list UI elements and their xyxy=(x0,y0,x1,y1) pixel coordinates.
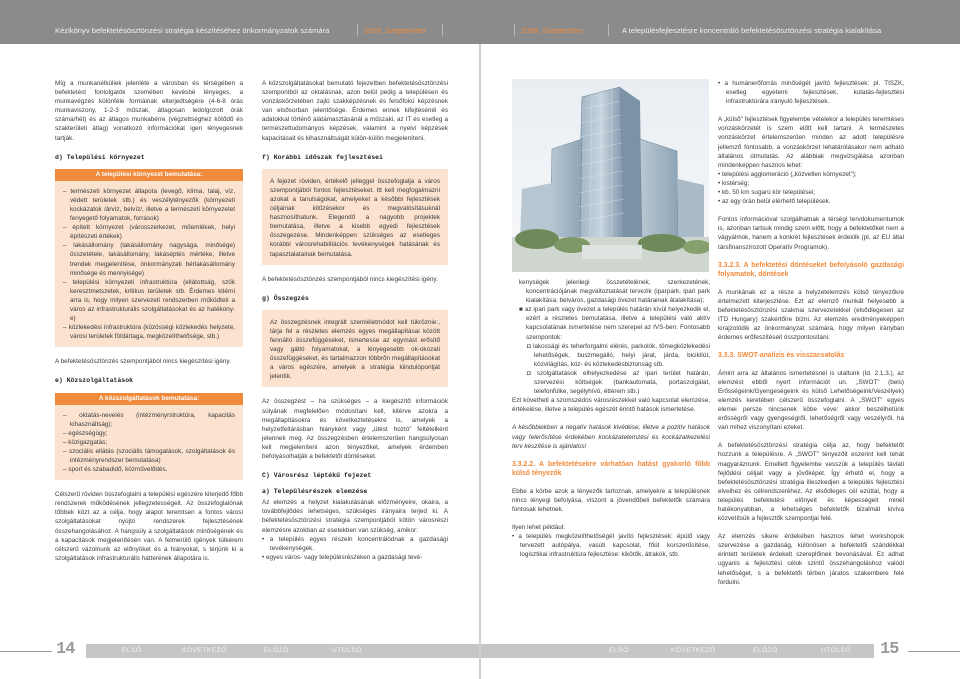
previous-page-link[interactable]: ELŐZŐ xyxy=(753,647,778,654)
next-page-link[interactable]: KÖVETKEZŐ xyxy=(182,647,227,654)
bullet-text: egyes város- vagy településrészeken a gazdasági tevé- xyxy=(265,553,423,561)
paragraph: Az elemzés sikere érdekében hasznos lehet workshopok szervezése a gazdaság, különösen a befektetői szándékkal érintett területek érdekelt szereplőinek bevonásával. Ez adhat ugyanis a fejlesztési célok szintű összehangoláshoz valódi lehetőséget, s a befektetői térben járatos szakembere felé fordulni. xyxy=(718,533,904,586)
section-heading: a) Településrészek elemzése xyxy=(262,488,368,496)
left-header-date: 2009. Szeptember xyxy=(364,26,427,35)
list-item: – közlekedési infrastruktúra (közösségi közlekedés helyzete, városi területek földártaga, megközelíthetősége, stb.) xyxy=(63,324,235,341)
list-item: – sport és szabadidő, közművelődés. xyxy=(63,466,168,474)
paragraph: Ebbe a körbe azok a tényezők tartoznak, amelyekre a településnek nincs lényegi befolyása, viszont a jövendőbeli befektetők számára fontosak lehetnek. xyxy=(512,487,710,513)
footer-rule xyxy=(0,651,52,652)
paragraph: A közszolgáltatásokat bemutató fejezetben befektetésösztönzési szempontból az oktatásnak, azon belül pedig a településen és vonzáskörzetében zajló szakképzésnek és felsőfokú képzésnek van elsősorban jelentősége. Érdemes ennek kifejtésénél és adatokkal történő alátámasztásánál a műszaki, az IT és esetleg a természettudományos képzések, valamint a nyelvi képzések kapacitásait és kihasználtságát külön-külön megjeleníteni. xyxy=(262,80,448,142)
box-text: A fejezet röviden, értékelő jelleggel összefoglalja a város szempontjából fontos fejlesztéseket. Itt kell megfogalmazni azokat a tanulságokat, amelyeket a későbbi fejlesztések céljainak kitűzésekor és megvalósításuknál hasznosíthatunk. Elegendő a nagyobb projektek bemutatása, illetve a kisebb egyedi fejlesztések összegezése. Mindenképpen szükséges az esetleges korábbi városrehabilitációs tevékenységek hatásának és tapasztalatainak bemutatása. xyxy=(270,177,440,258)
column-4 xyxy=(718,79,904,596)
page-number-left: 14 xyxy=(56,640,75,659)
paragraph-italic: A későbbiekben a negatív hatások kivédése, illetve a pozitív hatások vagy felerősítése érdekében kockázatelemzési és kockázatkezelési terv készítése is ajánlatos! xyxy=(512,424,710,450)
bullet-text: az egy órán belül elérhető települések. xyxy=(721,198,831,206)
header-divider xyxy=(608,24,609,36)
section-heading: f) Korábbi időszak fejlesztései xyxy=(262,153,383,161)
bullet-text: települési agglomeráció („közvetlen környezet”); xyxy=(721,170,857,178)
section-heading: d) Települési környezet xyxy=(55,153,145,161)
column-3 xyxy=(512,278,710,559)
last-page-link[interactable]: UTOLSÓ xyxy=(332,647,362,654)
header-divider xyxy=(442,24,443,36)
paragraph: A befektetésösztönzés szempontjából nincs kiegészítési igény. xyxy=(262,275,438,283)
paragraph: Az összegzést – ha szükséges – a kiegészítő információk súlyának megfelelően módosítani kell, kitérve azokra a megállapításokra és következtetésekre is, amelyek a helyzetfeltárásban hiányként vagy „ütést hoztó” feltételként jelennek meg. Az összegzésben értelemszerűen hangsúlyosan kell megjeleníteni azon tényezőket, amelyek érdemben befolyásolhatják a befektetői döntéseket. xyxy=(262,398,448,460)
info-box-title: A települési környezet bemutatása: xyxy=(55,169,243,181)
paragraph: A befektetésösztönzés szempontjából nincs kiegészítési igény. xyxy=(55,358,231,366)
section-heading: e) Közszolgáltatások xyxy=(55,377,134,385)
list-text: lakossági és teherforgalmi elérés, parkolók, tömegközlekedési lehetőségek, buszmegálló, helyi járat, járda, biciklíút, közvilágítás, köz- és közlekedésbiztonság stb. xyxy=(533,342,710,368)
bullet-item: • a település egyes részein koncentrálódnak a gazdasági tevékenységek. xyxy=(262,535,448,552)
header-bar xyxy=(0,0,960,44)
list-item: – természeti környezet állapota (levegő, klíma, talaj, víz, védett területek stb.) és veszélytényezők (környezeti kockázatok /árvíz, belvíz/, illetve a természeti környezetet fenyegető folyamatok, források) xyxy=(63,187,235,223)
section-heading: 3.3.3. SWOT-analízis és visszacsatolás xyxy=(718,352,845,360)
right-header-date: 2009. Szeptember xyxy=(521,26,584,35)
bullet-item: • a település megközelíthetőségét javító fejlesztések: épülő vagy tervezett autópálya, vasúti kapcsolat, főút korszerűsítése, logisztikai infrastruktúra fejlesztése: kikötők, átrakók, stb. xyxy=(512,533,711,559)
list-item xyxy=(512,278,710,305)
next-page-link[interactable]: KÖVETKEZŐ xyxy=(671,647,716,654)
paragraph: Ezt követheti a szomszédos városrészekkel való kapcsolat elemzése, értékelése, illetve a település egészét érintő hatások ismertetése. xyxy=(512,397,710,414)
bullet-item: • kistérség; xyxy=(718,179,750,187)
list-text: kenységek jelenlegi összetételének, szerkezetének, koncentrációjának megváltoztatását tervezik (iparpark, ipari park kialakítása; belváros, gazdasági övezet határainak átalakítása); xyxy=(519,279,710,305)
paragraph: Ilyen lehet például: xyxy=(512,523,565,531)
paragraph: A „külső” fejlesztések figyelembe vételekor a település teremtéses vonzáskörzetét is szem előtt kell tartani. A természetes vonzáskörzet értelemszerűen minden az adott településre jellemző fontosabb, a vonzáskörzet lehatárolásakor nem adható általános útmutatás. Az alábbiak megvizsgálása azonban mindenképpen hasznos lehet: xyxy=(718,116,904,169)
section-heading: 3.3.2.2. A befektetésekre várhatóan hatást gyakorló főbb külső tényezők xyxy=(512,460,710,478)
footer-nav-right xyxy=(481,644,874,658)
paragraph: A befektetésösztönzési stratégia célja az, hogy befektetőt hozzunk a településre. A „SWOT” tényezőit eszerint kell tehát magyaráznunk. Emellett figyelembe vesszük a település távlati fejlődési céljait vagy a jövőképet. Így érhető el, hogy a befektetésösztönzési stratégia illeszkedjen a település fejlesztési elveihez és célrendszeréhez. Az elsődleges cél ezúttal, hogy a település befektetési előnyeit és képességeit minél hatékonyabban, a lehetséges befektetők bizalmát kivíva közvetítsük a fejlesztők szempontjai felé. xyxy=(718,442,904,523)
bullet-text: a település megközelíthetőségét javító fejlesztések: épülő vagy tervezett autópálya, vasúti kapcsolat, főút korszerűsítése, logisztikai infrastruktúra fejlesztése: kikötők, átrakók, stb. xyxy=(518,533,711,559)
list-item: – egészségügy; xyxy=(63,429,108,437)
bullet-item: • a humánerőforrás minőségét javító fejlesztések: pl. TISZK, esetleg egyetemi fejlesztések, kutatás-fejlesztési infrastruktúrára irányuló fejlesztések. xyxy=(718,80,905,106)
info-box xyxy=(262,169,448,265)
column-1 xyxy=(55,79,243,572)
header-divider xyxy=(357,24,358,36)
section-heading: g) Összegzés xyxy=(262,294,309,302)
box-text: Az összegzésnek integrált szemléletmódot kell tükröznie:, tárja fel a részletes elemzés egyes megállapításai között fennálló összefüggéseket, ismertesse az egymást erősítő vagy gátló folyamatokat, a lényegesebb ok-okozati összefüggéseket, és tartalmazzon többrőn megállapításokat a város egészére, amelyek a stratégia kiindulópontját jelentik. xyxy=(270,318,440,381)
first-page-link[interactable]: ELSŐ xyxy=(122,647,142,654)
bullet-item: • az egy órán belül elérhető települések. xyxy=(718,198,831,206)
left-header-title: Kézikönyv befektetésösztönzési stratégia készítéséhez önkormányzatok számára xyxy=(55,26,330,35)
page-number-right: 15 xyxy=(880,640,899,659)
building-rendering-image xyxy=(512,79,709,272)
bullet-text: a település egyes részein koncentrálódnak a gazdasági tevékenységek. xyxy=(269,535,448,552)
column-2 xyxy=(262,79,448,562)
info-box xyxy=(55,393,243,481)
footer-nav-left xyxy=(86,644,479,658)
section-heading: 3.3.2.3. A befektetési döntéseket befolyásoló gazdasági folyamatok, döntések xyxy=(718,261,904,279)
list-text: szolgáltatások elhelyezkedése az ipari terület határán, szervezési költségek (bankautomata, portaszolgálat, telefonfülke, segélyhívó, étterem stb.) xyxy=(534,369,710,396)
previous-page-link[interactable]: ELŐZŐ xyxy=(264,647,289,654)
paragraph: A munkának ez a része a helyzetelemzés külső tényezőkre értelmezett kiterjesztése. Ezt az elemző munkát helyesebb a befektetésösztönzési szakmai szervezetekkel (elsődlegesen az ITD Hungary) szakértőire bízni. Az elemzés eredményeképpen kirajzolódik az önkormányzat számára, hogy milyen irányban érdemes erőfeszítéseit összpontosítani. xyxy=(718,288,904,342)
paragraph: Fontos információval szolgálhatnak a térségi tervdokumentumok is, azonban tartsuk mindig szem előtt, hogy a befektetőket nem a vágyálmok, hanem a konkrét fejlesztések érdeklik (pl. az EU által társfinanszírozott Operatív Programok). xyxy=(718,216,904,251)
info-box-title: A közszolgáltatások bemutatása: xyxy=(55,393,243,405)
list-text: az ipari park vagy övezet a település határán kívül helyezkedik el, ezért a részletes bemutatása, illetve a települési való aktív kapcsolatának ismertetése nem szerepel az IVS-ben: Fontosabb szempontok: xyxy=(524,306,710,341)
section-heading: C) Városrész léptékű fejezet xyxy=(262,472,372,480)
bullet-text: kistérség; xyxy=(721,179,750,187)
first-page-link[interactable]: ELSŐ xyxy=(609,647,629,654)
info-box xyxy=(55,169,243,348)
last-page-link[interactable]: UTOLSÓ xyxy=(821,647,851,654)
bullet-item: • egyes város- vagy településrészeken a gazdasági tevé- xyxy=(262,553,423,561)
list-item: – települési környezeti infrastruktúra (ellátottság, szűk keresztmetszetek, kritikus területek stb. Érdemes kitérni arra is, hogy milyen szervezeti rendszerben működteti a város az infrastrukturális szolgáltatásokat és az hatékony-e) xyxy=(63,278,235,323)
paragraph: Célszerű röviden összefoglalni a települési egészére kiterjedő főbb rendszerek működésének jellegzetességeit. Az összefoglalónak tőbbek közt az a célja, hogy alapot teremtsen a fontos városi szolgáltatásokat nyújtó rendszerek fejlesztésének összehangolásához. A hangsúly a szolgáltatások minőségének és a kapacitások megjelenítésén van. A felmerülő igények túlkérem célszerű vázolnunk az előnyöket és a hiányokat, s térjünk ki a szolgáltatások infrastrukturális hátterének állapotára is. xyxy=(55,491,243,562)
list-item: – épített környezet (városszerkezet, műemlékek, helyi építészeti értékek) xyxy=(63,224,235,241)
sub-list-item: ◘ lakossági és teherforgalmi elérés, parkolók, tömegközlekedési lehetőségek, buszmegálló, helyi járat, járda, biciklíút, közvilágítás, köz- és közlekedésbiztonság stb. xyxy=(527,342,710,368)
list-item: – lakásállomány (lakásállomány nagysága, minősége) összetétele, lakásállomány, lakáséptés mértéke, illetve trendek megjelenítése, önkormányzati bérlakásállomány minősége és mennyisége) xyxy=(63,242,235,277)
building-illustration xyxy=(512,79,709,272)
right-header-title: A településfejlesztésre koncentráló befektetésösztönzési stratégia kialakítása xyxy=(622,26,882,35)
list-item: – oktatás-nevelés (intézményrstruktúra, kapacitás kihasználtság); xyxy=(63,411,235,428)
bullet-text: kb. 50 km sugarú kör települései; xyxy=(721,189,816,197)
paragraph: Míg a munkanélküliek jelenléte a városban és térségében a befektetést fontolgatók szemében kevésbé lényeges, a munkavégzés különféle formáinak elterjedtségére (4-6-8 órás munkaviszony, 1-2-3 műszak, átlagosan ledolgozott órák száma/hét) és az átlagos munkabérre (végzettséghez kötődő és szakterületi átlag) vonatkozó információkat igen lényegesnek tartják. xyxy=(55,80,243,142)
list-item: ■ az ipari park vagy övezet a település határán kívül helyezkedik el, ezért a részletes bemutatása, illetve a települési való aktív kapcsolatának ismertetése nem szerepel az IVS-ben: Fontosabb szempontok: xyxy=(519,306,710,341)
paragraph: Ámint arra az általános ismertetésnél is utaltunk (Id. 2.1.3.), az elemzést ebből nyert információt un. „SWOT” (bels) Erősségeink/Gyengeségeink és külső Lehetőségeink/Veszélyek) elemzés keretében célszerű összefoglalni. A „SWOT” egyes elemei persze nincsenek köbe véve: akkor beszélhetünk erősségről vagy gyengeségről, lehetőségről vagy veszélyről, ha van mihez viszonyítani ezeket. xyxy=(718,369,904,432)
list-item: – közigazgatás; xyxy=(63,438,108,446)
bullet-text: a humánerőforrás minőségét javító fejlesztések: pl. TISZK, esetleg egyetemi fejlesztések, kutatás-fejlesztési infrastruktúrára irányuló fejlesztések. xyxy=(724,80,905,106)
list-item: – szociális ellátás (szociális támogatások, szolgáltatások és intézményrendszer bemutatása) xyxy=(63,447,235,464)
sub-list-item: ◘ szolgáltatások elhelyezkedése az ipari terület határán, szervezési költségek (bankautomata, portaszolgálat, telefonfülke, segélyhívó, étterem stb.) xyxy=(527,369,710,396)
paragraph: Az elemzés a helyzet kialakulásának előzményeire, okaira, a továbbfejlődés lehetséges, szükséges irányaira terjed ki. A befektetésösztönzési stratégia szempontjából kötön városrészi elemzésre azokban az esetekben van szükség, amikor: xyxy=(262,499,448,534)
footer-rule xyxy=(908,651,960,652)
bullet-item: • kb. 50 km sugarú kör települései; xyxy=(718,189,816,197)
info-box xyxy=(262,310,448,388)
header-divider xyxy=(514,24,515,36)
bullet-item: • települési agglomeráció („közvetlen környezet”); xyxy=(718,170,857,178)
